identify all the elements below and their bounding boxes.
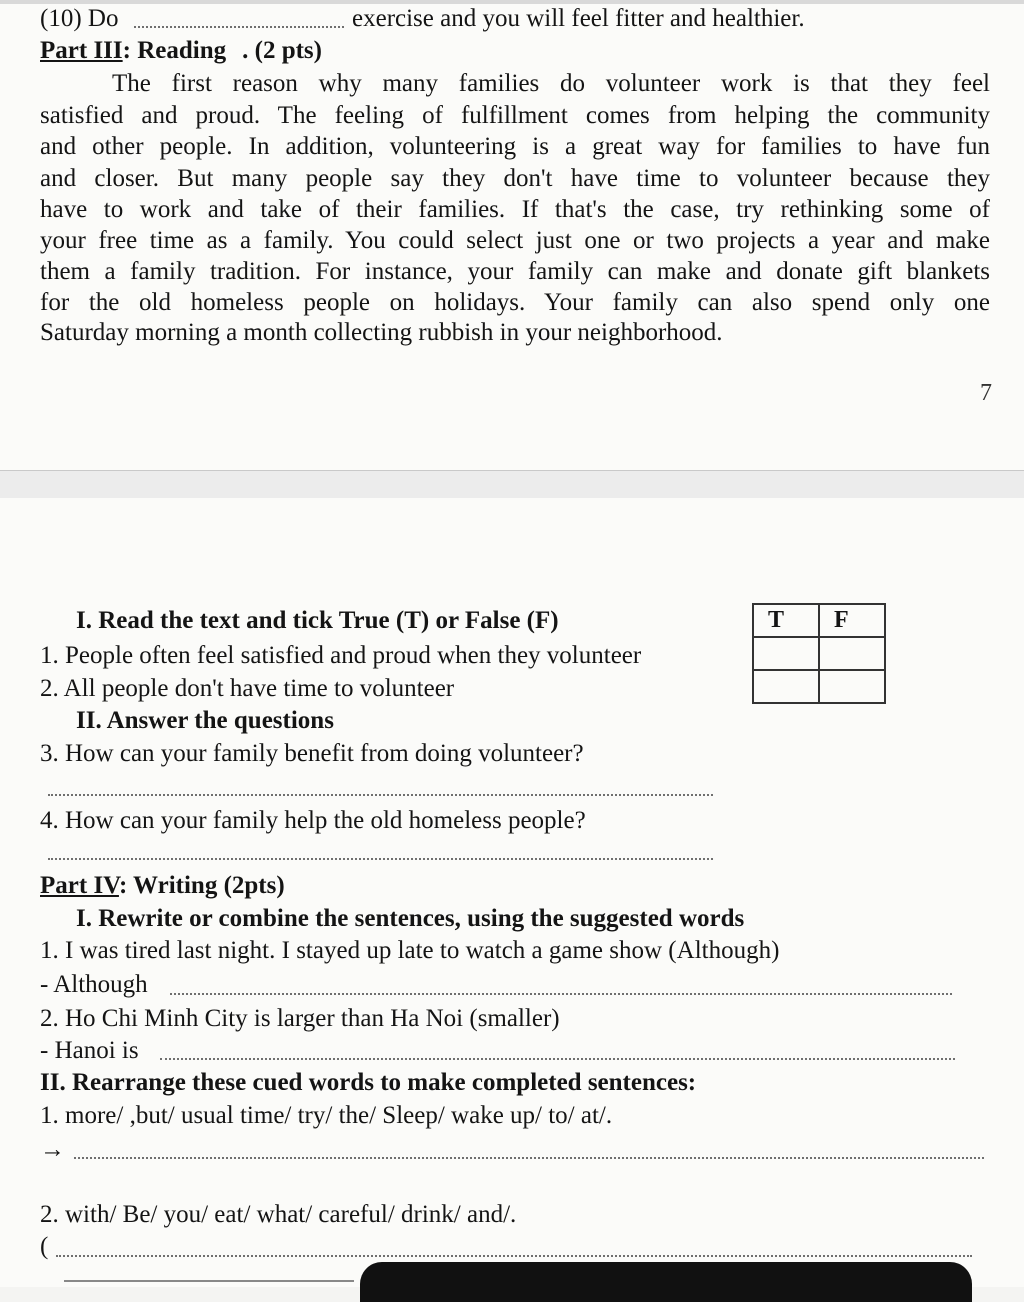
page-number: 7 [980,380,992,406]
reading-line-2: satisfied and proud. The feeling of fulfillment comes from helping the community [40,102,990,129]
rewrite-prompt-2: - Hanoi is [40,1037,139,1064]
reading-title-pts: . (2 pts) [242,37,322,64]
rearrange-heading: II. Rearrange these cued words to make completed sentences: [40,1069,697,1096]
reading-line-9: Saturday morning a month collecting rubbish in your neighborhood. [40,319,723,346]
rewrite-sentence-2: 2. Ho Chi Minh City is larger than Ha Noi (smaller) [40,1005,560,1032]
answer-4-line[interactable] [48,858,713,860]
rearrange-answer-1[interactable] [74,1157,984,1159]
writing-title-rest: : Writing (2pts) [118,872,285,899]
arrow-icon: → [40,1136,65,1163]
rewrite-heading: I. Rewrite or combine the sentences, using the suggested words [76,905,745,932]
reading-line-5: have to work and take of their families. If that's the case, try rethinking some of [40,196,990,223]
rewrite-answer-2[interactable] [160,1058,955,1060]
tf-heading: I. Read the text and tick True (T) or False (F) [76,607,559,634]
tf-cell-1-t[interactable] [753,637,819,670]
reading-line-8: for the old homeless people on holidays. Your family can also spend only one [40,289,990,316]
true-false-table [752,603,886,704]
rearrange-item-1: 1. more/ ,but/ usual time/ try/ the/ Sleep/ wake up/ to/ at/. [40,1102,613,1129]
page-top [0,0,1024,474]
reading-title [40,36,322,66]
questions-heading: II. Answer the questions [76,707,334,734]
reading-title-rest: : Reading [122,37,227,64]
rewrite-answer-1[interactable] [170,993,952,995]
tf-cell-1-f[interactable] [819,637,885,670]
footer-rule [64,1280,354,1282]
reading-line-3: and other people. In addition, volunteering is a great way for families to have fun [40,133,990,160]
question-4: 4. How can your family help the old homeless people? [40,807,586,834]
page-break [0,470,1024,500]
rearrange-prefix-2: ( [40,1233,49,1260]
photo-obstruction [360,1262,972,1302]
q10-answer-blank[interactable] [134,26,344,28]
reading-line-6: your free time as a family. You could select just one or two projects a year and make [40,227,990,254]
answer-3-line[interactable] [48,794,713,796]
tf-item-1: 1. People often feel satisfied and proud when they volunteer [40,642,642,669]
q10-start: (10) Do [40,5,119,32]
reading-line-7: them a family tradition. For instance, your family can make and donate gift blankets [40,258,990,285]
rewrite-prompt-1: - Although [40,971,148,998]
rewrite-sentence-1: 1. I was tired last night. I stayed up late to watch a game show (Although) [40,937,780,964]
tf-col-f: F [819,604,885,637]
rearrange-answer-2[interactable] [56,1255,972,1257]
writing-title [40,871,285,901]
question-3: 3. How can your family benefit from doing volunteer? [40,740,584,767]
rearrange-item-2: 2. with/ Be/ you/ eat/ what/ careful/ drink/ and/. [40,1201,517,1228]
reading-line-4: and closer. But many people say they don't have time to volunteer because they [40,165,990,192]
q10-end: exercise and you will feel fitter and healthier. [352,5,805,32]
tf-col-t: T [753,604,819,637]
reading-title-part: Part III [40,37,123,64]
reading-line-1: The first reason why many families do volunteer work is that they feel [112,70,990,97]
tf-cell-2-f[interactable] [819,670,885,703]
tf-item-2: 2. All people don't have time to volunteer [40,675,455,702]
writing-title-part: Part IV [40,872,119,899]
tf-cell-2-t[interactable] [753,670,819,703]
